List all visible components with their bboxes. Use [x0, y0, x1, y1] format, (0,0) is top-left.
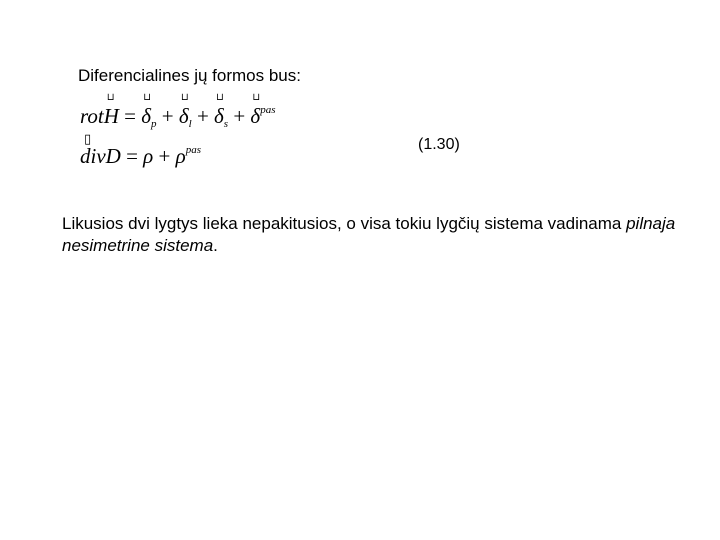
- missing-glyph-placeholder: ▯: [84, 132, 92, 147]
- eq2-term1: ρ: [143, 144, 154, 168]
- eq2-lhs-var: D: [105, 144, 121, 168]
- eq1-term2-symbol: δ: [178, 104, 189, 128]
- eq1-lhs-var-letter: H: [103, 104, 119, 128]
- eq1-term3-symbol: δ: [214, 104, 224, 128]
- eq1-plus2: +: [196, 104, 209, 128]
- equation-rot-h: [80, 92, 276, 130]
- eq1-term1: [141, 92, 157, 130]
- eq2-equals: =: [126, 144, 138, 168]
- eq1-term4-symbol: δ: [250, 104, 261, 128]
- intro-text: Diferencialines jų formos bus:: [78, 66, 301, 85]
- eq1-term4-sup: pas: [260, 104, 276, 116]
- paragraph-end: .: [213, 236, 218, 255]
- equation-number: (1.30): [418, 136, 460, 153]
- eq2-plus1: +: [158, 144, 171, 168]
- eq1-term2: [178, 92, 192, 130]
- equation-div-d: [80, 144, 201, 169]
- paragraph: [62, 213, 682, 257]
- eq1-term4: [250, 92, 276, 128]
- eq1-term3-sub: s: [223, 118, 229, 130]
- eq1-term3: [214, 92, 229, 130]
- vector-mark-h: ⊔: [106, 92, 115, 103]
- vector-mark-t4: ⊔: [252, 92, 261, 103]
- eq1-lhs-op: rot: [80, 104, 104, 128]
- paragraph-text: Likusios dvi lygtys lieka nepakitusios, o visa tokiu lygčių sistema vadinama: [62, 214, 627, 233]
- eq2-term2-symbol: ρ: [175, 144, 186, 168]
- eq1-plus1: +: [161, 104, 174, 128]
- vector-mark-t2: ⊔: [180, 92, 189, 103]
- eq1-equals: =: [124, 104, 136, 128]
- eq1-lhs-var: [103, 92, 119, 128]
- eq1-plus3: +: [233, 104, 246, 128]
- vector-mark-t3: ⊔: [216, 92, 224, 103]
- eq1-term2-sub: l: [188, 118, 192, 130]
- eq2-term2-sup: pas: [185, 144, 201, 156]
- equation-block: [80, 92, 320, 178]
- paragraph-emphasis: pilnaja nesimetrine sistema: [62, 214, 676, 255]
- eq1-term1-symbol: δ: [141, 104, 152, 128]
- eq2-lhs-op: div: [80, 144, 106, 168]
- vector-mark-t1: ⊔: [143, 92, 152, 103]
- eq2-term2: [176, 144, 201, 168]
- eq1-term1-sub: p: [151, 118, 157, 130]
